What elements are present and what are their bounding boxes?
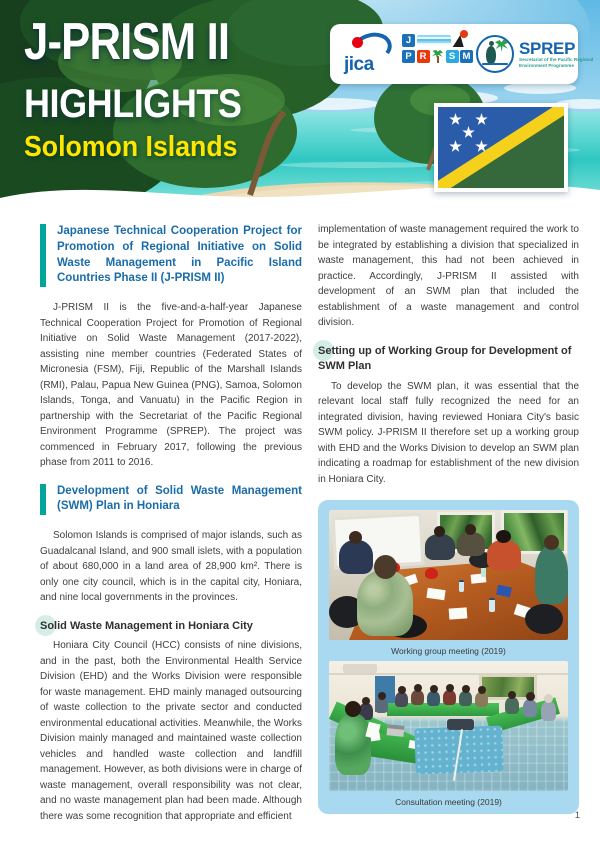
solomon-islands-flag bbox=[434, 103, 568, 192]
jprism-logo bbox=[402, 31, 476, 77]
paragraph-working-group: To develop the SWM plan, it was essential that the relevant local staff fully recognized the need for an integrated division, having reviewed Honiara City's basic SWM policy. J-PRISM II therefore set up a working group with EHD and the Works Division to develop an SWM plan indicating a roadmap for establishment of the new division in Honiara City. bbox=[318, 380, 579, 485]
hard-hat bbox=[425, 568, 438, 579]
jprism-letter-p: P bbox=[402, 50, 415, 63]
paragraph-hcc: Honiara City Council (HCC) consists of nine divisions, and in the past, both the Environmental Health Service Division (EHD) and the Works Division were responsible for waste management. EHD mainly managed outsourcing of waste collection to the private sector and conducted environmental educational activities. Meanwhile, the Works Division mainly managed and maintained waste collection vehicles and handled waste collection and landfill management. However, as both divisions were in charge of waste management, overall responsibility was not clear, and no waste management plan had been made. Although there was some recognition that appropriate and efficient bbox=[40, 640, 302, 822]
person bbox=[541, 701, 556, 721]
page-subtitle: HIGHLIGHTS bbox=[24, 82, 242, 126]
photo-working-group-meeting bbox=[329, 510, 568, 640]
teal-accent-bar bbox=[40, 224, 46, 287]
water-bottle bbox=[489, 598, 495, 612]
person bbox=[443, 690, 456, 705]
jprism-letter-j: J bbox=[402, 34, 415, 47]
person bbox=[395, 692, 408, 707]
person bbox=[487, 540, 521, 570]
jica-wordmark: jica bbox=[344, 54, 374, 75]
sprep-figure-icon bbox=[486, 46, 496, 64]
paragraph-project-intro: J-PRISM II is the five-and-a-half-year Japanese Technical Cooperation Project for Promotion of Regional Initiative on Solid Waste Management (2017-2022), assisting nine member countries (Federated States of Micronesia (FSM), Fiji, Republic of the Marshall Islands (RMI), Palau, Papua New Guinea (PNG), Samoa, Solomon Islands, Tonga, and Vanuatu) in the Pacific Region in partnership with the Secretariat of the Pacific Regional Environment Programme (SPREP). The project was commenced in February 2017, following the previous phase from 2011 to 2016. bbox=[40, 302, 302, 469]
subheading-working-group: Setting up of Working Group for Development of SWM Plan bbox=[318, 344, 579, 375]
sprep-palm-icon bbox=[495, 39, 508, 52]
person bbox=[535, 546, 568, 604]
person bbox=[357, 570, 413, 636]
person bbox=[335, 713, 371, 775]
photo-caption: Working group meeting (2019) bbox=[391, 645, 506, 656]
left-column bbox=[40, 224, 302, 824]
section-heading-project: Japanese Technical Cooperation Project for Promotion of Regional Initiative on Solid Waste Management in Pacific Island Countries Phase II (J-PRISM II) bbox=[40, 224, 302, 287]
sprep-base-line bbox=[482, 63, 508, 65]
country-title: Solomon Islands bbox=[24, 131, 238, 163]
laptop bbox=[386, 724, 404, 737]
palm-tree-icon bbox=[431, 50, 444, 63]
header-banner bbox=[0, 0, 600, 218]
person bbox=[459, 691, 472, 706]
photo-panel bbox=[318, 500, 579, 814]
person bbox=[425, 534, 455, 560]
jica-red-dot bbox=[352, 37, 363, 48]
sprep-tagline-1: Secretariat of the Pacific Regional bbox=[519, 56, 594, 62]
photo-consultation-meeting bbox=[329, 661, 568, 791]
sprep-wordmark: SPREP bbox=[519, 38, 576, 58]
sun-dot-icon bbox=[460, 30, 468, 38]
jprism-letter-r: R bbox=[417, 50, 430, 63]
paragraph-hcc-continued: implementation of waste management required the work to be integrated by establishing a division that specialized in waste management, this had not been achieved in practice. Accordingly, J-PRISM II assisted with development of an SWM plan that included the establishment of a waste management and control division. bbox=[318, 224, 579, 328]
logo-bar bbox=[330, 24, 594, 84]
person bbox=[475, 692, 488, 707]
page-number: 1 bbox=[574, 810, 580, 821]
page-title: J-PRISM II bbox=[24, 13, 230, 71]
sprep-logo bbox=[476, 35, 593, 73]
office-chair bbox=[525, 604, 563, 634]
wave-graphic bbox=[417, 35, 451, 45]
person bbox=[523, 699, 537, 717]
paper bbox=[449, 607, 468, 619]
sprep-tagline-2: Environment Programme bbox=[519, 62, 574, 68]
person bbox=[339, 540, 373, 574]
person bbox=[411, 690, 424, 705]
person bbox=[505, 697, 519, 714]
jprism-letter-m: M bbox=[460, 50, 473, 63]
paragraph-solomon-overview: Solomon Islands is comprised of major islands, such as Guadalcanal Island, and 900 small islets, with a population of about 680,000 in a land area of 28,900 km². There is only one city council, which is in the capital city, Honiara, and nine local governments in the provinces. bbox=[40, 530, 302, 604]
subheading-swm-honiara: Solid Waste Management in Honiara City bbox=[40, 619, 302, 635]
jica-logo bbox=[340, 30, 402, 78]
sprep-emblem bbox=[476, 35, 514, 73]
photo-caption: Consultation meeting (2019) bbox=[395, 796, 502, 807]
section-heading-swm-plan: Development of Solid Waste Management (SWM) Plan in Honiara bbox=[40, 484, 302, 516]
teal-accent-bar bbox=[40, 484, 46, 516]
right-column bbox=[318, 222, 579, 814]
water-bottle bbox=[459, 580, 464, 592]
person bbox=[375, 698, 388, 713]
person bbox=[427, 691, 440, 706]
person bbox=[457, 532, 485, 556]
air-conditioner bbox=[343, 664, 377, 673]
jprism-letter-s: S bbox=[446, 50, 459, 63]
